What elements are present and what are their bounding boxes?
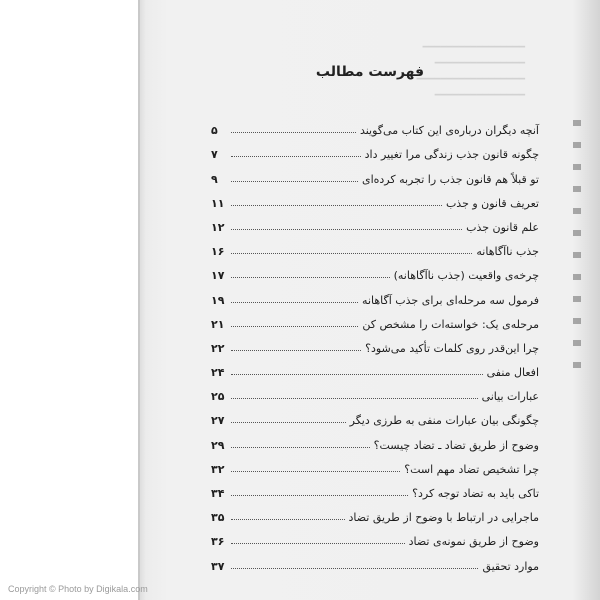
- toc-entry-label: چگونگی بیان عبارات منفی به طرزی دیگر: [349, 414, 539, 428]
- toc-entry: [211, 161, 539, 185]
- bleed-through-text: ━━━━━━━━━━━━━━━━━ ━━━━━━━━━━━━━━━ ━━━━━━━━━━━━━━━━━━ ━━━━━━━━━━━━━━━: [416, 42, 525, 101]
- toc-entry-page-number: ۷: [211, 148, 218, 162]
- toc-entry: [211, 355, 539, 379]
- toc-list: [211, 113, 539, 573]
- toc-entry-label: چرخه‌ی واقعیت (جذب ناآگاهانه): [393, 269, 539, 283]
- toc-entry: [211, 113, 539, 137]
- toc-leader-dots: [231, 204, 442, 206]
- toc-entry-label: وضوح از طریق تضاد ـ تضاد چیست؟: [373, 438, 539, 452]
- toc-entry-label: فرمول سه مرحله‌ای برای جذب آگاهانه: [362, 293, 539, 307]
- copyright-watermark: Copyright © Photo by Digikala.com: [8, 584, 148, 594]
- toc-entry-page-number: ۳۴: [211, 487, 225, 500]
- toc-entry-page-number: ۲۴: [211, 366, 225, 380]
- toc-entry-label: تاکی باید به تضاد توجه کرد؟: [412, 487, 539, 500]
- toc-leader-dots: [231, 567, 478, 569]
- toc-leader-dots: [231, 518, 345, 520]
- toc-entry-label: علم قانون جذب: [466, 220, 539, 234]
- toc-leader-dots: [231, 252, 472, 254]
- toc-entry-label: مرحله‌ی یک: خواسته‌ات را مشخص کن: [362, 317, 539, 331]
- toc-entry: [211, 234, 539, 258]
- toc-entry: [211, 137, 539, 161]
- toc-leader-dots: [231, 470, 400, 472]
- toc-entry-page-number: ۱۲: [211, 220, 225, 234]
- toc-entry-page-number: ۱۱: [211, 196, 225, 210]
- toc-entry-label: تعریف قانون و جذب: [445, 196, 539, 210]
- toc-leader-dots: [231, 301, 358, 303]
- spine-bleed-marks: [573, 120, 581, 380]
- toc-entry: [211, 500, 539, 524]
- toc-entry-label: افعال منفی: [486, 366, 539, 380]
- toc-entry-page-number: ۵: [211, 124, 218, 138]
- toc-entry: [211, 282, 539, 306]
- toc-entry-page-number: ۱۷: [211, 269, 225, 283]
- toc-leader-dots: [231, 446, 370, 448]
- toc-entry: [211, 210, 539, 234]
- toc-entry: [211, 307, 539, 331]
- toc-entry-page-number: ۹: [211, 172, 218, 186]
- toc-entry: [211, 452, 539, 476]
- toc-entry-label: چگونه قانون جذب زندگی مرا تغییر داد: [364, 148, 539, 162]
- toc-entry: [211, 331, 539, 355]
- toc-title: فهرست مطالب: [315, 64, 425, 80]
- toc-leader-dots: [231, 421, 346, 423]
- photo-background: [0, 0, 138, 600]
- toc-leader-dots: [231, 349, 361, 351]
- toc-leader-dots: [231, 494, 408, 496]
- toc-entry-page-number: ۳۲: [211, 462, 225, 476]
- toc-entry-label: چرا تشخیص تضاد مهم است؟: [404, 462, 539, 476]
- toc-entry: [211, 258, 539, 282]
- toc-entry: [211, 403, 539, 427]
- toc-leader-dots: [231, 397, 478, 399]
- toc-entry: [211, 548, 539, 572]
- page-edge: [138, 0, 140, 600]
- toc-entry: [211, 427, 539, 451]
- toc-entry-label: آنچه دیگران درباره‌ی این کتاب می‌گویند: [359, 124, 539, 138]
- toc-entry: [211, 476, 539, 500]
- toc-leader-dots: [231, 180, 358, 182]
- toc-entry-label: چرا این‌قدر روی کلمات تأکید می‌شود؟: [365, 341, 539, 355]
- toc-leader-dots: [231, 155, 361, 157]
- toc-entry-label: عبارات بیانی: [481, 390, 539, 404]
- toc-leader-dots: [231, 228, 462, 230]
- toc-entry: [211, 524, 539, 548]
- toc-entry-page-number: ۲۹: [211, 438, 225, 452]
- toc-entry-page-number: ۳۵: [211, 511, 225, 525]
- toc-entry-label: تو قبلاً هم قانون جذب را تجربه کرده‌ای: [361, 172, 539, 186]
- toc-leader-dots: [231, 373, 483, 375]
- toc-entry-page-number: ۲۱: [211, 317, 225, 331]
- toc-entry-page-number: ۲۷: [211, 414, 225, 428]
- toc-entry-label: جذب ناآگاهانه: [476, 245, 539, 259]
- toc-entry: [211, 379, 539, 403]
- toc-entry-page-number: ۲۲: [211, 341, 225, 355]
- toc-leader-dots: [231, 131, 356, 133]
- toc-leader-dots: [231, 542, 405, 544]
- toc-entry-page-number: ۱۹: [211, 293, 225, 307]
- toc-leader-dots: [231, 276, 390, 278]
- toc-entry-label: ماجرایی در ارتباط با وضوح از طریق تضاد: [348, 511, 539, 525]
- toc-entry-page-number: ۳۷: [211, 559, 225, 573]
- toc-entry-label: موارد تحقیق: [482, 559, 539, 573]
- toc-entry-page-number: ۱۶: [211, 245, 225, 259]
- toc-entry-page-number: ۲۵: [211, 390, 225, 404]
- toc-entry-label: وضوح از طریق نمونه‌ی تضاد: [408, 535, 539, 549]
- toc-entry: [211, 186, 539, 210]
- toc-entry-page-number: ۳۶: [211, 535, 225, 549]
- toc-leader-dots: [231, 325, 358, 327]
